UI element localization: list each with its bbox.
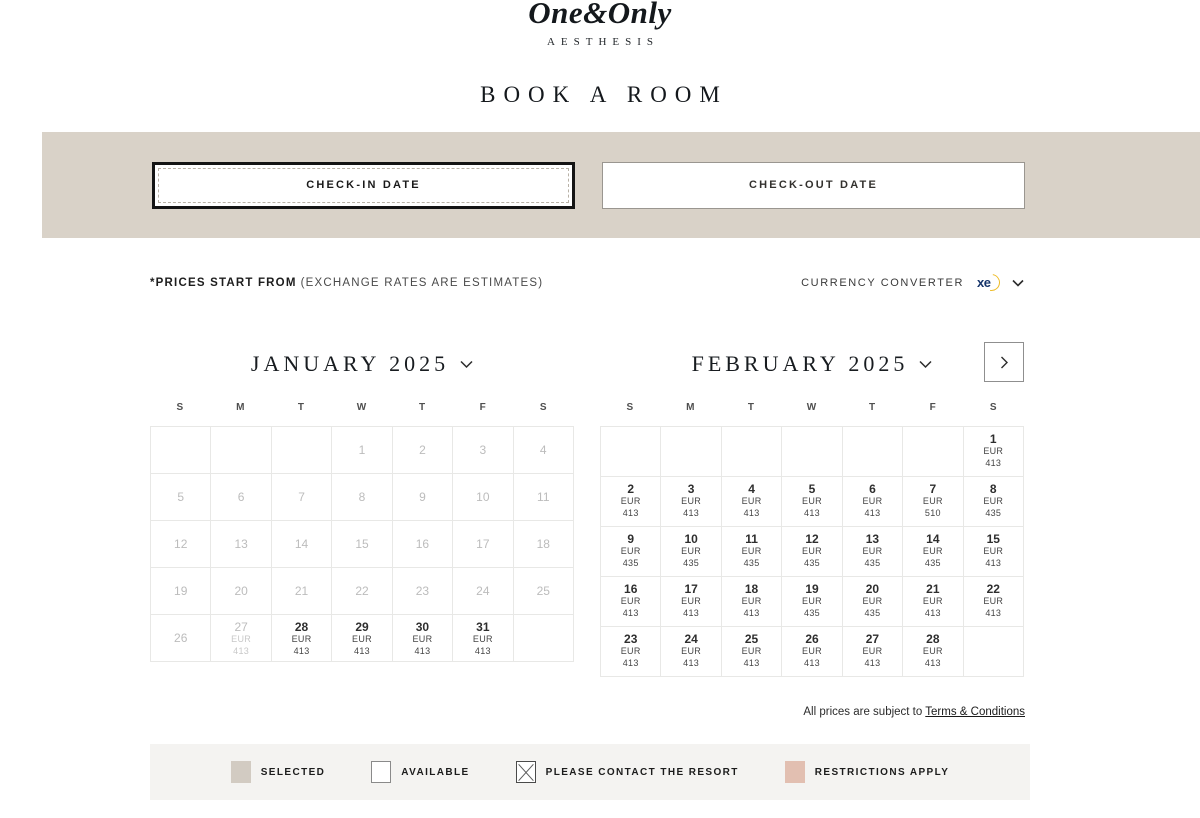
check-in-date-button[interactable]: CHECK-IN DATE — [152, 162, 575, 209]
calendar-day — [453, 474, 513, 521]
price-currency: EUR — [681, 546, 702, 557]
day-number: 1 — [358, 442, 366, 457]
price-amount: 413 — [293, 646, 310, 657]
day-number: 25 — [744, 632, 759, 647]
calendar-day[interactable] — [903, 577, 963, 627]
day-number: 14 — [294, 536, 309, 551]
calendar-day[interactable] — [782, 577, 842, 627]
calendar-day[interactable] — [843, 527, 903, 577]
brand-logo — [0, 0, 1200, 48]
day-number: 9 — [627, 532, 635, 547]
day-number: 26 — [805, 632, 819, 647]
price-currency: EUR — [472, 634, 493, 645]
calendar-empty-cell — [722, 427, 782, 477]
price-currency: EUR — [983, 596, 1004, 607]
calendar-grid-february — [600, 426, 1024, 677]
day-number: 11 — [745, 532, 758, 547]
day-number: 31 — [476, 620, 490, 635]
price-amount: 435 — [985, 508, 1002, 519]
calendar-day[interactable] — [903, 527, 963, 577]
calendar-day — [514, 521, 574, 568]
day-number: 8 — [989, 482, 997, 497]
calendar-february — [600, 344, 1024, 677]
weekday-label: S — [539, 402, 548, 414]
calendar-day — [514, 427, 574, 474]
check-out-date-button[interactable]: CHECK-OUT DATE — [602, 162, 1025, 209]
day-number: 18 — [536, 536, 550, 551]
calendar-day[interactable] — [722, 477, 782, 527]
day-number: 4 — [539, 442, 547, 457]
calendar-day[interactable] — [843, 627, 903, 677]
calendar-day — [393, 521, 453, 568]
price-currency: EUR — [862, 496, 883, 507]
calendar-day — [272, 568, 332, 615]
legend-label: RESTRICTIONS APPLY — [814, 766, 950, 778]
calendar-day[interactable] — [601, 577, 661, 627]
price-amount: 413 — [743, 508, 760, 519]
legend-item-restrictions — [785, 761, 949, 783]
day-number: 21 — [926, 582, 940, 597]
day-number: 24 — [684, 632, 698, 647]
price-amount: 413 — [683, 658, 700, 669]
price-currency: EUR — [802, 646, 822, 657]
price-amount: 413 — [683, 508, 700, 519]
calendar-day[interactable] — [601, 627, 661, 677]
prices-start-note — [150, 277, 543, 289]
day-number: 19 — [174, 583, 188, 598]
day-number: 7 — [298, 489, 305, 504]
price-amount: 413 — [864, 658, 881, 669]
day-number: 15 — [986, 532, 1000, 547]
weekday-label: T — [419, 402, 427, 414]
calendar-empty-cell — [601, 427, 661, 477]
calendar-day[interactable] — [782, 527, 842, 577]
day-number: 5 — [177, 489, 185, 504]
price-currency: EUR — [412, 634, 433, 645]
weekday-label: S — [626, 402, 635, 414]
day-number: 2 — [627, 482, 635, 497]
calendar-day[interactable] — [272, 615, 332, 662]
day-number: 14 — [926, 532, 940, 547]
calendar-day[interactable] — [843, 477, 903, 527]
chevron-down-icon — [460, 360, 473, 369]
price-currency: EUR — [352, 634, 372, 645]
price-currency: EUR — [681, 646, 702, 657]
prices-info-row — [150, 274, 1030, 292]
day-number: 5 — [808, 482, 816, 497]
calendar-empty-cell — [782, 427, 842, 477]
day-number: 3 — [687, 482, 695, 497]
terms-text: All prices are subject to — [803, 706, 923, 719]
legend-item-contact — [516, 761, 739, 783]
calendar-day[interactable] — [782, 477, 842, 527]
price-amount: 413 — [683, 608, 700, 619]
day-number: 24 — [476, 583, 490, 598]
day-number: 6 — [237, 489, 245, 504]
legend-swatch-available — [371, 761, 391, 783]
weekday-label: W — [356, 402, 368, 414]
price-currency: EUR — [802, 596, 822, 607]
calendar-day[interactable] — [964, 527, 1024, 577]
weekday-label: M — [236, 402, 246, 414]
price-amount: 413 — [743, 608, 760, 619]
day-number: 13 — [865, 532, 880, 547]
calendar-empty-cell — [272, 427, 332, 474]
calendar-day — [151, 474, 211, 521]
next-month-button[interactable] — [984, 342, 1024, 382]
day-number: 10 — [684, 532, 698, 547]
calendar-day — [151, 568, 211, 615]
price-currency: EUR — [620, 546, 641, 557]
price-amount: 413 — [622, 658, 639, 669]
date-picker-band — [42, 132, 1200, 238]
calendar-day[interactable] — [964, 427, 1024, 477]
currency-converter-button[interactable] — [801, 274, 1024, 292]
calendar-day — [211, 568, 271, 615]
price-amount: 413 — [622, 508, 639, 519]
calendar-day — [151, 615, 211, 662]
day-number: 16 — [624, 582, 638, 597]
calendar-january — [150, 344, 574, 662]
price-currency: EUR — [620, 596, 641, 607]
day-number: 23 — [624, 632, 638, 647]
price-amount: 413 — [985, 458, 1002, 469]
calendar-day — [332, 521, 392, 568]
calendar-empty-cell — [151, 427, 211, 474]
price-currency: EUR — [922, 496, 943, 507]
legend-item-available — [371, 761, 469, 783]
calendar-day[interactable] — [601, 477, 661, 527]
price-amount: 413 — [924, 608, 941, 619]
calendar-day — [393, 474, 453, 521]
day-number: 9 — [419, 489, 426, 504]
price-currency: EUR — [862, 546, 883, 557]
price-amount: 413 — [354, 646, 370, 657]
day-number: 18 — [744, 582, 759, 597]
day-number: 25 — [536, 583, 550, 598]
weekday-label: F — [929, 402, 937, 414]
price-currency: EUR — [802, 546, 822, 557]
day-number: 11 — [537, 489, 550, 504]
price-amount: 435 — [804, 608, 820, 619]
calendar-day[interactable] — [393, 615, 453, 662]
currency-converter-label: CURRENCY CONVERTER — [801, 277, 964, 290]
calendar-day — [514, 474, 574, 521]
legend-swatch-contact — [516, 761, 536, 783]
calendar-day[interactable] — [964, 577, 1024, 627]
price-currency: EUR — [741, 496, 762, 507]
day-number: 6 — [869, 482, 876, 497]
calendar-day — [514, 568, 574, 615]
day-number: 7 — [929, 482, 937, 497]
day-number: 27 — [865, 632, 880, 647]
weekday-header — [600, 402, 1024, 413]
calendar-day[interactable] — [661, 527, 721, 577]
legend-label: PLEASE CONTACT THE RESORT — [545, 766, 739, 778]
price-amount: 413 — [414, 646, 431, 657]
legend-swatch-restrictions — [785, 761, 805, 783]
month-selector-february[interactable] — [600, 344, 1024, 384]
price-amount: 413 — [924, 658, 941, 669]
price-currency: EUR — [983, 546, 1004, 557]
price-amount: 413 — [864, 508, 881, 519]
day-number: 3 — [479, 442, 487, 457]
price-currency: EUR — [922, 546, 943, 557]
price-currency: EUR — [681, 496, 702, 507]
calendar-day[interactable] — [722, 577, 782, 627]
price-currency: EUR — [741, 546, 762, 557]
calendar-day[interactable] — [782, 627, 842, 677]
weekday-label: T — [747, 402, 755, 414]
calendar-empty-cell — [211, 427, 271, 474]
day-number: 22 — [355, 583, 369, 598]
day-number: 10 — [476, 489, 490, 504]
price-amount: 413 — [474, 646, 491, 657]
calendar-day — [211, 474, 271, 521]
calendar-day[interactable] — [843, 577, 903, 627]
calendar-day — [393, 427, 453, 474]
day-number: 26 — [174, 630, 188, 645]
day-number: 13 — [234, 536, 248, 551]
price-currency: EUR — [681, 596, 702, 607]
day-number: 22 — [986, 582, 1000, 597]
legend-item-selected — [231, 761, 326, 783]
weekday-label: S — [989, 402, 998, 414]
day-number: 15 — [355, 536, 369, 551]
legend-swatch-selected — [231, 761, 251, 783]
prices-start-label: *PRICES START FROM — [150, 277, 297, 290]
price-currency: EUR — [983, 446, 1004, 457]
calendar-empty-cell — [661, 427, 721, 477]
price-currency: EUR — [741, 596, 762, 607]
calendar-day — [393, 568, 453, 615]
price-currency: EUR — [862, 646, 883, 657]
day-number: 28 — [926, 632, 940, 647]
calendars-row — [150, 344, 1030, 677]
calendar-day[interactable] — [332, 615, 392, 662]
day-number: 28 — [294, 620, 309, 635]
terms-link[interactable]: Terms & Conditions — [925, 706, 1025, 719]
price-amount: 435 — [864, 608, 881, 619]
exchange-note: (EXCHANGE RATES ARE ESTIMATES) — [300, 277, 544, 290]
legend-label: AVAILABLE — [401, 766, 470, 778]
day-number: 12 — [805, 532, 819, 547]
price-amount: 413 — [804, 658, 820, 669]
weekday-label: M — [686, 402, 696, 414]
price-currency: EUR — [291, 634, 312, 645]
day-number: 4 — [748, 482, 755, 497]
calendar-day — [332, 427, 392, 474]
price-amount: 413 — [985, 558, 1002, 569]
day-number: 19 — [805, 582, 819, 597]
month-title: JANUARY 2025 — [250, 351, 450, 377]
calendar-day — [453, 521, 513, 568]
chevron-down-icon — [919, 360, 932, 369]
weekday-label: S — [176, 402, 185, 414]
calendar-day — [151, 521, 211, 568]
day-number: 1 — [989, 432, 997, 447]
calendar-day[interactable] — [964, 477, 1024, 527]
legend-items — [231, 761, 950, 783]
day-number: 8 — [358, 489, 366, 504]
xe-logo-icon: xe — [974, 274, 1002, 292]
calendar-day — [211, 615, 271, 662]
calendar-day — [272, 521, 332, 568]
day-number: 2 — [419, 442, 426, 457]
calendar-day[interactable] — [722, 527, 782, 577]
calendar-empty-cell — [514, 615, 574, 662]
day-number: 17 — [476, 536, 490, 551]
price-currency: EUR — [741, 646, 762, 657]
calendar-empty-cell — [843, 427, 903, 477]
price-amount: 413 — [233, 646, 250, 657]
legend-label: SELECTED — [260, 766, 326, 778]
price-amount: 435 — [924, 558, 941, 569]
brand-name: One&Only — [528, 0, 672, 30]
terms-note — [150, 706, 1030, 718]
calendar-day[interactable] — [601, 527, 661, 577]
price-amount: 435 — [683, 558, 700, 569]
chevron-down-icon — [1012, 279, 1024, 287]
brand-sub-name: AESTHESIS — [546, 36, 660, 49]
price-currency: EUR — [231, 634, 252, 645]
calendar-grid-january — [150, 426, 574, 662]
page-title: BOOK A ROOM — [480, 82, 728, 108]
price-amount: 435 — [743, 558, 760, 569]
price-amount: 413 — [985, 608, 1002, 619]
month-selector-january[interactable] — [150, 344, 574, 384]
calendar-day[interactable] — [453, 615, 513, 662]
price-currency: EUR — [802, 496, 822, 507]
day-number: 27 — [234, 620, 248, 635]
day-number: 16 — [415, 536, 430, 551]
calendar-day — [453, 427, 513, 474]
calendar-day[interactable] — [661, 577, 721, 627]
calendar-day — [332, 568, 392, 615]
price-amount: 413 — [622, 608, 639, 619]
calendar-day[interactable] — [722, 627, 782, 677]
price-amount: 413 — [804, 508, 820, 519]
calendar-empty-cell — [964, 627, 1024, 677]
chevron-right-icon — [1000, 356, 1008, 369]
day-number: 20 — [865, 582, 880, 597]
price-amount: 435 — [622, 558, 639, 569]
weekday-header — [150, 402, 574, 413]
day-number: 21 — [294, 583, 309, 598]
calendar-day[interactable] — [661, 627, 721, 677]
weekday-label: F — [479, 402, 487, 414]
day-number: 29 — [355, 620, 369, 635]
calendar-day — [211, 521, 271, 568]
day-number: 17 — [684, 582, 698, 597]
weekday-label: T — [869, 402, 877, 414]
day-number: 12 — [174, 536, 188, 551]
day-number: 23 — [415, 583, 430, 598]
price-amount: 413 — [743, 658, 760, 669]
price-currency: EUR — [862, 596, 883, 607]
calendar-day — [453, 568, 513, 615]
calendar-day[interactable] — [903, 627, 963, 677]
day-number: 20 — [234, 583, 248, 598]
price-currency: EUR — [983, 496, 1004, 507]
price-amount: 435 — [864, 558, 881, 569]
price-amount: 435 — [804, 558, 820, 569]
day-number: 30 — [415, 620, 430, 635]
month-title: FEBRUARY 2025 — [691, 351, 909, 377]
weekday-label: W — [806, 402, 818, 414]
price-amount: 510 — [924, 508, 941, 519]
price-currency: EUR — [620, 496, 641, 507]
price-currency: EUR — [922, 646, 943, 657]
price-currency: EUR — [922, 596, 943, 607]
price-currency: EUR — [620, 646, 641, 657]
calendar-day[interactable] — [661, 477, 721, 527]
calendar-day — [272, 474, 332, 521]
calendar-day — [332, 474, 392, 521]
weekday-label: T — [297, 402, 305, 414]
calendar-day[interactable] — [903, 477, 963, 527]
calendar-empty-cell — [903, 427, 963, 477]
legend-bar — [150, 744, 1030, 800]
